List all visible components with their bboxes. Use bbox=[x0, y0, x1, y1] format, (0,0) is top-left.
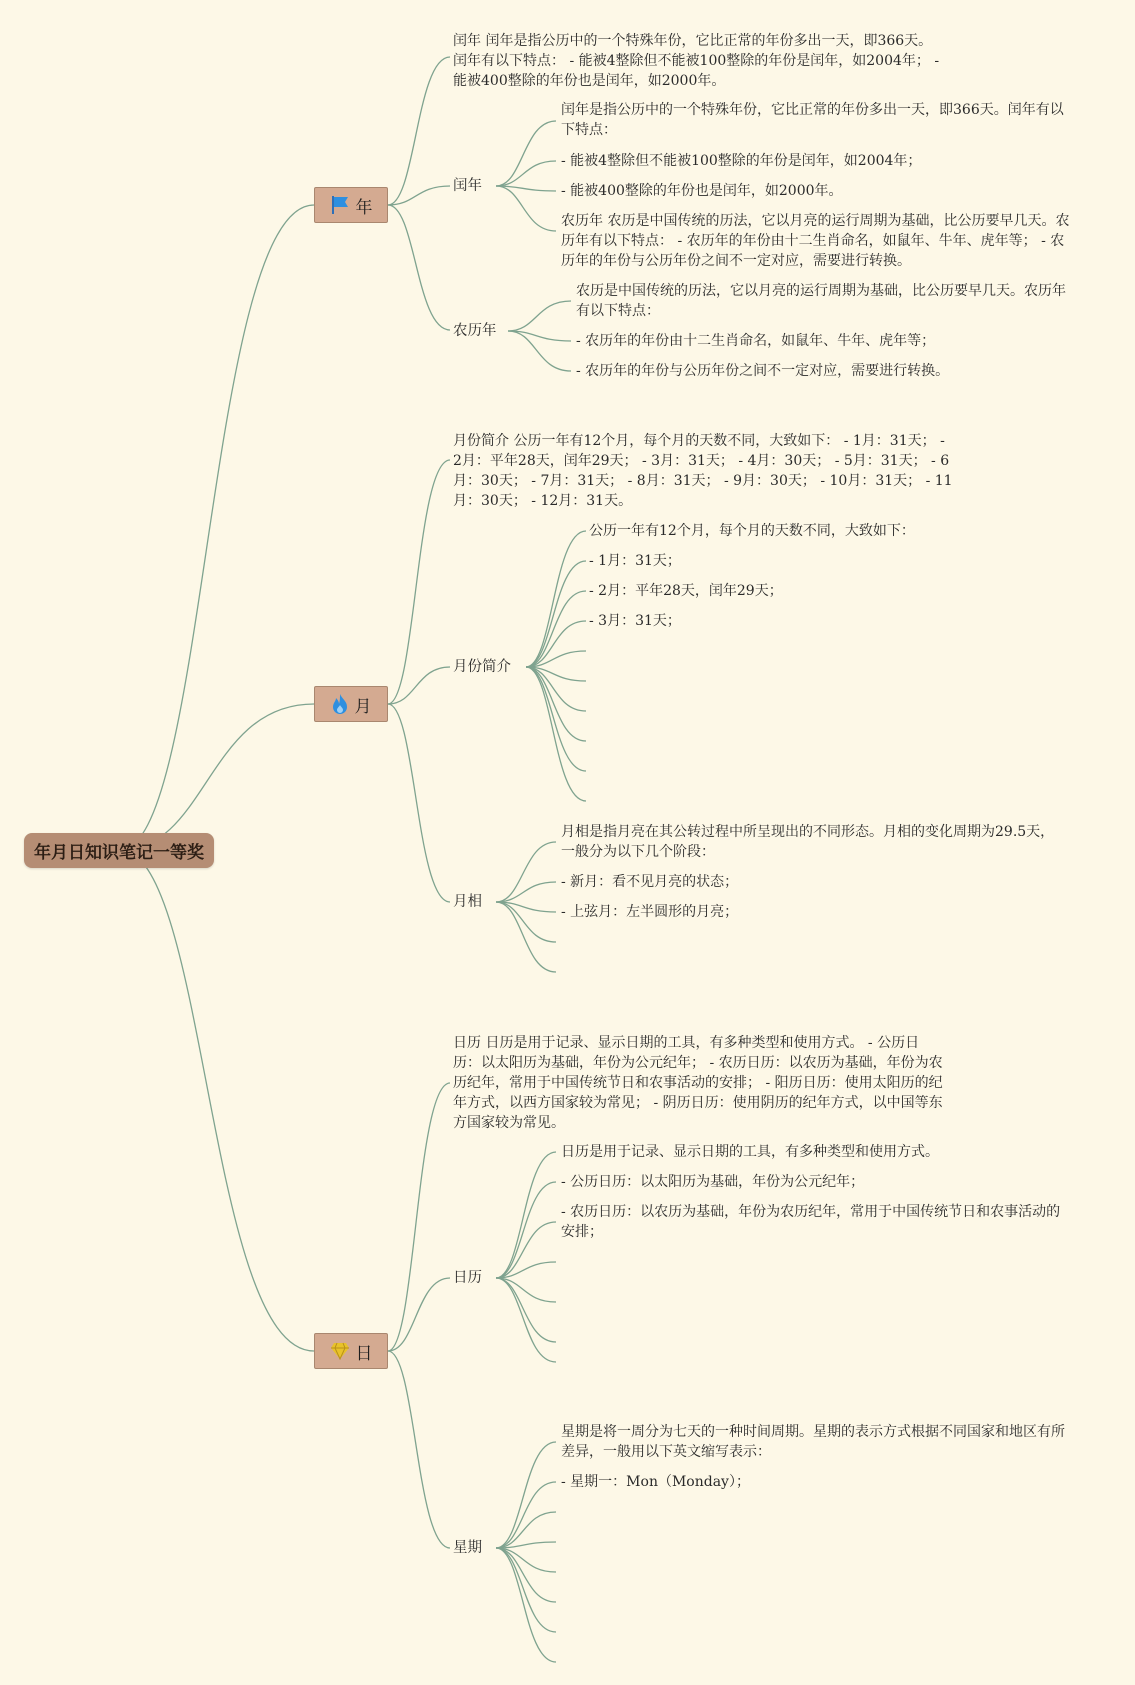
branch-year-label: 年 bbox=[355, 197, 373, 218]
edge-root-year bbox=[120, 205, 314, 850]
branch-day-label: 日 bbox=[355, 1343, 373, 1364]
topic-calendar[interactable]: 日历 bbox=[453, 1270, 482, 1286]
root-node[interactable]: 年月日知识笔记一等奖 bbox=[24, 833, 214, 868]
edge-month-intro-6 bbox=[526, 667, 586, 711]
lunar-item-1: 农历是中国传统的历法，它以月亮的运行周期为基础，比公历要早几天。农历年有以下特点： bbox=[576, 283, 1066, 319]
edge-week-5 bbox=[496, 1548, 556, 1602]
edge-month-intro-4 bbox=[526, 651, 586, 667]
edge-month-intro-2 bbox=[526, 591, 586, 667]
leap-item-1: 闰年是指公历中的一个特殊年份，它比正常的年份多出一天，即366天。闰年有以下特点： bbox=[561, 102, 1064, 138]
edge-year-1 bbox=[388, 186, 450, 205]
edge-calendar-0 bbox=[496, 1152, 556, 1278]
edge-month-intro-7 bbox=[526, 667, 586, 741]
diamond-icon bbox=[330, 1342, 350, 1360]
day-summary-text: 日历 日历是用于记录、显示日期的工具，有多种类型和使用方式。 - 公历日历：以太阳历为基础，年份为公元纪年； - 农历日历：以农历为基础，年份为农历纪年，常用于中国传统节日和农事活动的安排； - 阳历日历：使用太阳历的纪年方式，以西方国家较为常见； - 阴历日历：使用阴历的纪年方式，以中国等东方国家较为常见。 bbox=[453, 1035, 943, 1131]
week-item-2: - 星期一：Mon（Monday）； bbox=[561, 1474, 750, 1490]
edge-phase-0 bbox=[496, 842, 556, 902]
edge-month-intro-8 bbox=[526, 667, 586, 771]
edge-year-0 bbox=[388, 57, 450, 205]
edge-phase-3 bbox=[496, 902, 556, 942]
edge-week-2 bbox=[496, 1512, 556, 1548]
edge-month-1 bbox=[388, 667, 450, 704]
fire-icon bbox=[331, 693, 349, 715]
week-item-1: 星期是将一周分为七天的一种时间周期。星期的表示方式根据不同国家和地区有所差异，一般用以下英文缩写表示： bbox=[561, 1424, 1065, 1460]
year-summary-text: 闰年 闰年是指公历中的一个特殊年份，它比正常的年份多出一天，即366天。闰年有以下特点： - 能被4整除但不能被100整除的年份是闰年，如2004年； - 能被400整除的年份也是闰年，如2000年。 bbox=[453, 33, 940, 89]
month-intro-item-4: - 3月：31天； bbox=[589, 613, 681, 629]
edge-lunar-2 bbox=[508, 331, 571, 371]
month-intro-item-2: - 1月：31天； bbox=[589, 553, 681, 569]
edge-day-0 bbox=[388, 1083, 450, 1351]
edge-calendar-4 bbox=[496, 1278, 556, 1302]
topic-month-intro[interactable]: 月份简介 bbox=[453, 659, 511, 675]
month-intro-item-1: 公历一年有12个月，每个月的天数不同，大致如下： bbox=[589, 523, 915, 539]
edge-month-0 bbox=[388, 460, 450, 704]
edge-leap-1 bbox=[496, 161, 556, 186]
edge-calendar-2 bbox=[496, 1222, 556, 1278]
edge-root-month bbox=[120, 704, 314, 850]
edge-calendar-3 bbox=[496, 1262, 556, 1278]
topic-moon-phase[interactable]: 月相 bbox=[453, 894, 482, 910]
edge-week-1 bbox=[496, 1482, 556, 1548]
edge-lunar-1 bbox=[508, 331, 571, 341]
edge-calendar-5 bbox=[496, 1278, 556, 1342]
branch-month[interactable] bbox=[314, 686, 388, 722]
edge-month-intro-1 bbox=[526, 561, 586, 667]
month-summary-text: 月份简介 公历一年有12个月，每个月的天数不同，大致如下： - 1月：31天； - 2月：平年28天，闰年29天； - 3月：31天； - 4月：30天； - 5月：31天； - 6月：30天； - 7月：31天； - 8月：31天； - 9月：30天； - 10月：31天； - 11月：30天； - 12月：31天。 bbox=[453, 433, 953, 509]
edge-month-intro-5 bbox=[526, 667, 586, 681]
edge-calendar-6 bbox=[496, 1278, 556, 1362]
edge-root-day bbox=[120, 850, 314, 1351]
topic-leap-year[interactable]: 闰年 bbox=[453, 178, 482, 194]
edge-phase-2 bbox=[496, 902, 556, 912]
phase-item-2: - 新月：看不见月亮的状态； bbox=[561, 874, 739, 890]
edge-calendar-1 bbox=[496, 1182, 556, 1278]
edge-week-0 bbox=[496, 1442, 556, 1548]
edge-day-1 bbox=[388, 1278, 450, 1351]
edge-phase-4 bbox=[496, 902, 556, 972]
flag-icon bbox=[330, 195, 350, 215]
edge-week-6 bbox=[496, 1548, 556, 1632]
edge-month-2 bbox=[388, 704, 450, 902]
lunar-item-3: - 农历年的年份与公历年份之间不一定对应，需要进行转换。 bbox=[576, 363, 950, 379]
lunar-item-2: - 农历年的年份由十二生肖命名，如鼠年、牛年、虎年等； bbox=[576, 333, 936, 349]
phase-item-1: 月相是指月亮在其公转过程中所呈现出的不同形态。月相的变化周期为29.5天，一般分为以下几个阶段： bbox=[561, 824, 1055, 860]
edge-month-intro-3 bbox=[526, 621, 586, 667]
month-intro-item-3: - 2月：平年28天，闰年29天； bbox=[589, 583, 783, 599]
branch-year[interactable] bbox=[314, 187, 388, 223]
edge-month-intro-0 bbox=[526, 531, 586, 667]
edge-lunar-0 bbox=[508, 301, 571, 331]
branch-month-label: 月 bbox=[354, 696, 372, 717]
edge-leap-2 bbox=[496, 186, 556, 191]
topic-week[interactable]: 星期 bbox=[453, 1540, 482, 1556]
edge-leap-0 bbox=[496, 121, 556, 186]
edge-leap-3 bbox=[496, 186, 556, 231]
edge-week-4 bbox=[496, 1548, 556, 1572]
edge-year-2 bbox=[388, 205, 450, 330]
edge-phase-1 bbox=[496, 882, 556, 902]
calendar-item-1: 日历是用于记录、显示日期的工具，有多种类型和使用方式。 bbox=[561, 1144, 939, 1160]
edge-week-7 bbox=[496, 1548, 556, 1662]
branch-day[interactable] bbox=[314, 1333, 388, 1369]
phase-item-3: - 上弦月：左半圆形的月亮； bbox=[561, 904, 739, 920]
topic-lunar-year[interactable]: 农历年 bbox=[453, 323, 497, 339]
leap-item-3: - 能被400整除的年份也是闰年，如2000年。 bbox=[561, 183, 843, 199]
leap-item-2: - 能被4整除但不能被100整除的年份是闰年，如2004年； bbox=[561, 153, 922, 169]
calendar-item-2: - 公历日历：以太阳历为基础，年份为公元纪年； bbox=[561, 1174, 865, 1190]
calendar-item-3: - 农历日历：以农历为基础，年份为农历纪年，常用于中国传统节日和农事活动的安排； bbox=[561, 1204, 1061, 1240]
edge-week-3 bbox=[496, 1542, 556, 1548]
edge-month-intro-9 bbox=[526, 667, 586, 801]
lunar-summary-text: 农历年 农历是中国传统的历法，它以月亮的运行周期为基础，比公历要早几天。农历年有以下特点： - 农历年的年份由十二生肖命名，如鼠年、牛年、虎年等； - 农历年的年份与公历年份之间不一定对应，需要进行转换。 bbox=[561, 213, 1070, 269]
edge-day-2 bbox=[388, 1351, 450, 1548]
